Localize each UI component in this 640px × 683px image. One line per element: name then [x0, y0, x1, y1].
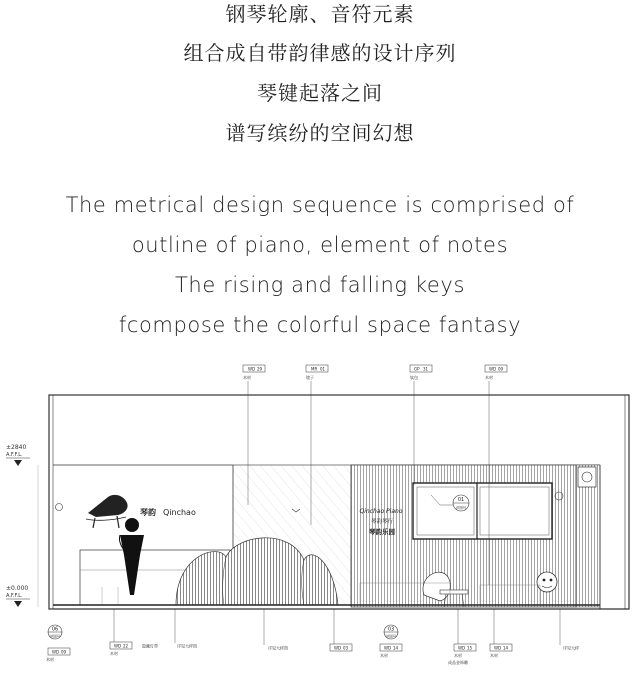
- section-left-num: 06: [51, 626, 59, 633]
- bottom-tag-2: [110, 609, 132, 656]
- bottom-tag-4-code: WD: [384, 645, 392, 651]
- bottom-tag-2-label: 木材: [110, 651, 118, 656]
- brand-cn: 琴韵: [140, 508, 156, 517]
- elevation-drawing: [0, 355, 640, 683]
- intro-cn-line-4: 谱写缤纷的空间幻想: [225, 121, 415, 145]
- section-left-sub: 详图号: [49, 634, 61, 639]
- top-tag-1-label: 木材: [243, 375, 251, 380]
- top-tag-2-code: MR: [311, 366, 318, 372]
- floor-mark-label: ±0.000: [6, 585, 29, 592]
- top-tag-4-label: 木材: [485, 375, 493, 380]
- bottom-tag-4: [380, 644, 402, 658]
- bottom-note-2: 详见大样图: [177, 643, 197, 649]
- intro-en-line-3: The rising and falling keys: [175, 273, 465, 297]
- sign-line-1: Qinchao Piano: [359, 508, 403, 515]
- top-tag-1-num: 29: [257, 366, 263, 372]
- bottom-note-5: 详见大样: [563, 645, 579, 651]
- sign-line-3: 琴韵乐园: [369, 528, 395, 536]
- window-frame: [413, 483, 552, 539]
- top-tag-4-code: WD: [489, 366, 497, 372]
- intro-cn-line-3: 琴键起落之间: [257, 81, 383, 105]
- speaker-box: [578, 467, 596, 487]
- brand-en: Qinchao: [163, 508, 196, 517]
- top-tag-4-num: 09: [498, 366, 504, 372]
- height-marker: [6, 444, 30, 466]
- piano-logo: [86, 495, 128, 528]
- detail-ref-top: 01: [457, 497, 465, 503]
- bottom-tag-6-num: 14: [503, 645, 509, 651]
- bottom-tag-6-label: 木材: [490, 653, 498, 658]
- top-tag-2-label: 镜子: [306, 375, 314, 380]
- bottom-tag-1-code: WD: [52, 649, 60, 655]
- intro-cn-line-2: 组合成自带韵律感的设计序列: [183, 41, 457, 65]
- top-tag-1-code: WD: [248, 366, 256, 372]
- bottom-tag-3: [330, 609, 352, 651]
- bottom-tag-4-label: 木材: [380, 653, 388, 658]
- detail-ref-bottom: 详图号: [455, 506, 467, 510]
- section-marker-06: [48, 625, 62, 639]
- bottom-tag-1-num: 09: [61, 649, 67, 655]
- height-mark-label: ±2840: [6, 444, 27, 451]
- section-mid-num: 03: [387, 626, 395, 633]
- bottom-tag-1: [46, 648, 70, 662]
- intro-cn-line-1: 钢琴轮廓、音符元素: [225, 2, 415, 26]
- bottom-note-4: 成品金饰雕: [448, 660, 468, 665]
- bottom-tag-5-num: 15: [467, 645, 473, 651]
- bottom-tag-6-code: WD: [494, 645, 502, 651]
- top-tag-3-num: 31: [423, 366, 429, 372]
- bottom-tag-3-num: 03: [343, 645, 349, 651]
- bottom-tag-2-num: 22: [123, 643, 129, 649]
- intro-en-line-4: fcompose the colorful space fantasy: [118, 313, 522, 337]
- floor-marker: [6, 585, 30, 607]
- height-mark-sub: A.F.F.L.: [6, 452, 23, 458]
- intro-en-line-2: outline of piano, element of notes: [131, 233, 509, 257]
- bottom-tag-4-num: 14: [393, 645, 399, 651]
- bottom-tag-3-code: WD: [334, 645, 342, 651]
- section-marker-03: [384, 625, 398, 639]
- top-tag-3-code: GP: [414, 366, 420, 372]
- bottom-note-1: 隐藏灯带: [142, 643, 158, 649]
- bottom-tag-1-label: 木材: [46, 657, 54, 662]
- bottom-tag-5-code: WD: [458, 645, 466, 651]
- bottom-tag-5-label: 木材: [454, 653, 462, 658]
- intro-en-line-1: The metrical design sequence is comprised of: [65, 193, 575, 217]
- bottom-tag-5: [448, 609, 476, 665]
- sign-line-2: 琴韵琴行: [370, 519, 394, 525]
- bottom-note-3: 详见大样图: [268, 645, 288, 651]
- section-mid-sub: 详图号: [385, 634, 397, 639]
- top-tag-2-num: 01: [320, 366, 326, 372]
- top-tag-3-label: 软包: [410, 375, 418, 380]
- bottom-tag-6: [490, 609, 512, 658]
- floor-mark-sub: A.F.F.L.: [6, 593, 23, 599]
- bottom-tag-2-code: WD: [114, 643, 122, 649]
